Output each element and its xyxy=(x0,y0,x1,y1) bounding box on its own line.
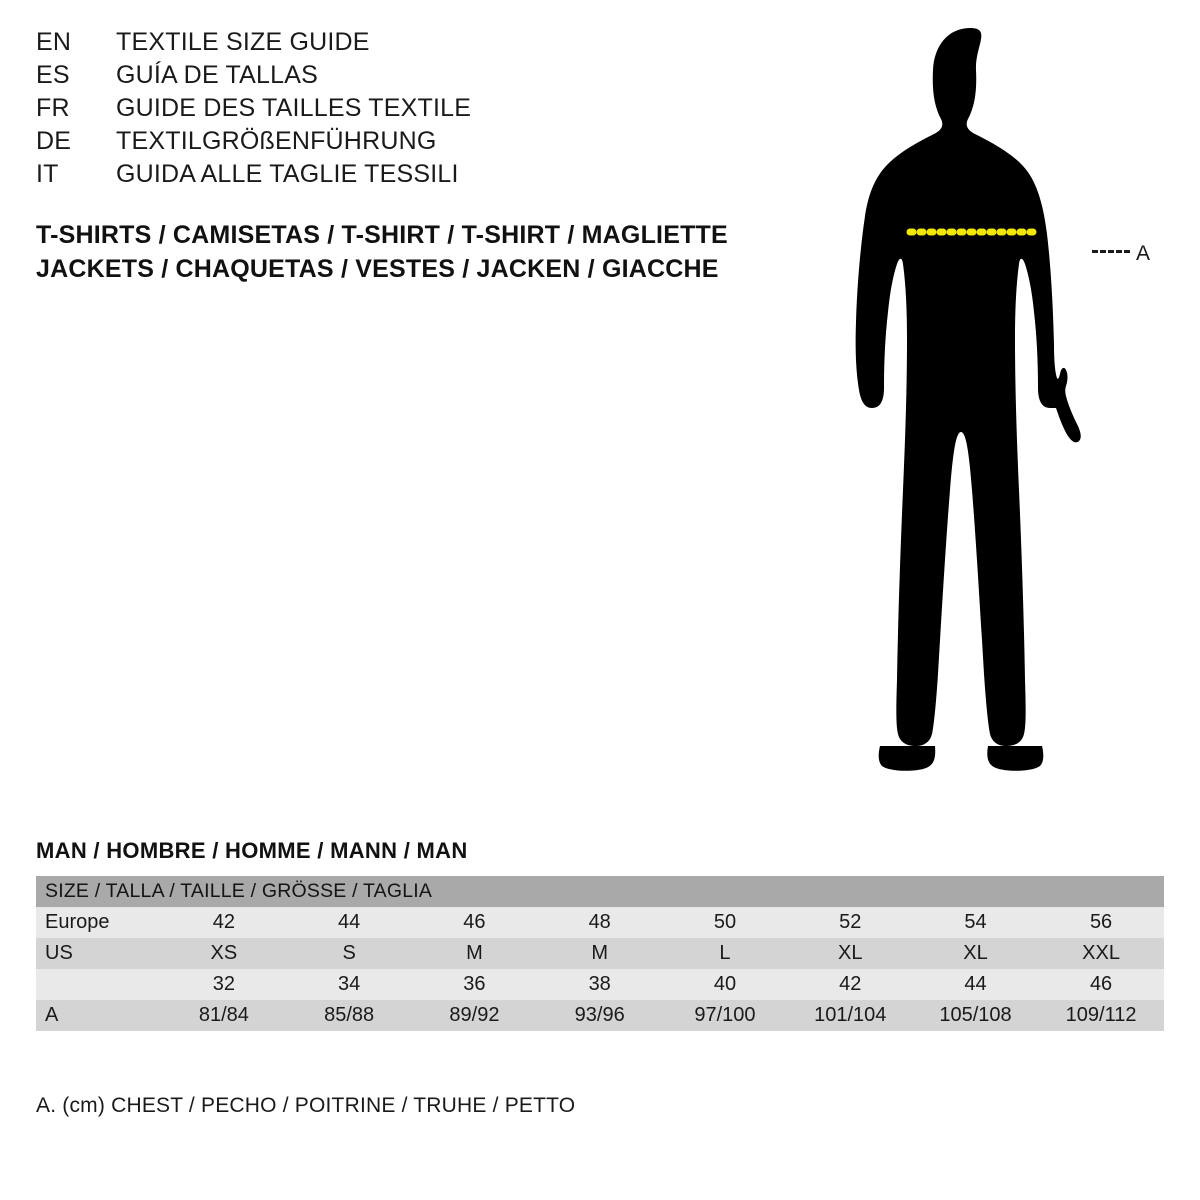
cell-value: 52 xyxy=(788,907,913,938)
garment-line-jackets: JACKETS / CHAQUETAS / VESTES / JACKEN / GIACCHE xyxy=(36,255,719,283)
row-label xyxy=(36,969,161,1000)
garment-type-list xyxy=(36,218,796,286)
cell-value: S xyxy=(287,938,412,969)
cell-value: 44 xyxy=(287,907,412,938)
cell-value: 48 xyxy=(537,907,662,938)
row-label: Europe xyxy=(36,907,161,938)
cell-value: 109/112 xyxy=(1038,1000,1164,1031)
cell-value: 32 xyxy=(161,969,286,1000)
language-code: IT xyxy=(36,160,59,188)
table-row xyxy=(36,907,1164,938)
language-title: TEXTILGRÖßENFÜHRUNG xyxy=(116,127,437,155)
cell-value: 36 xyxy=(412,969,537,1000)
cell-value: 105/108 xyxy=(913,1000,1038,1031)
language-row xyxy=(36,127,736,160)
cell-value: 50 xyxy=(662,907,787,938)
cell-value: 38 xyxy=(537,969,662,1000)
size-table-section xyxy=(36,838,1164,1031)
table-row xyxy=(36,1000,1164,1031)
size-table xyxy=(36,876,1164,1031)
language-title: GUÍA DE TALLAS xyxy=(116,61,318,89)
cell-value: L xyxy=(662,938,787,969)
cell-value: 46 xyxy=(1038,969,1164,1000)
cell-value: 42 xyxy=(788,969,913,1000)
language-title: GUIDE DES TAILLES TEXTILE xyxy=(116,94,472,122)
footnote-chest-measure: A. (cm) CHEST / PECHO / POITRINE / TRUHE / PETTO xyxy=(36,1094,576,1117)
row-label: A xyxy=(36,1000,161,1031)
body-silhouette-figure xyxy=(820,20,1180,780)
cell-value: 34 xyxy=(287,969,412,1000)
cell-value: 93/96 xyxy=(537,1000,662,1031)
language-row xyxy=(36,94,736,127)
cell-value: XXL xyxy=(1038,938,1164,969)
table-header-label: SIZE / TALLA / TAILLE / GRÖSSE / TAGLIA xyxy=(36,876,1164,907)
language-code: DE xyxy=(36,127,72,155)
table-header-row xyxy=(36,876,1164,907)
cell-value: 40 xyxy=(662,969,787,1000)
cell-value: 101/104 xyxy=(788,1000,913,1031)
cell-value: M xyxy=(537,938,662,969)
measure-label-a: A xyxy=(1136,242,1151,265)
language-row xyxy=(36,61,736,94)
cell-value: 97/100 xyxy=(662,1000,787,1031)
row-label: US xyxy=(36,938,161,969)
cell-value: 89/92 xyxy=(412,1000,537,1031)
cell-value: 85/88 xyxy=(287,1000,412,1031)
cell-value: M xyxy=(412,938,537,969)
language-code: EN xyxy=(36,28,72,56)
table-row xyxy=(36,969,1164,1000)
cell-value: XL xyxy=(788,938,913,969)
cell-value: 46 xyxy=(412,907,537,938)
language-code: ES xyxy=(36,61,70,89)
language-row xyxy=(36,28,736,61)
table-caption-man: MAN / HOMBRE / HOMME / MANN / MAN xyxy=(36,838,468,863)
measure-leader-line xyxy=(1092,250,1130,253)
cell-value: 54 xyxy=(913,907,1038,938)
male-silhouette-icon xyxy=(820,20,1180,780)
cell-value: 42 xyxy=(161,907,286,938)
cell-value: 81/84 xyxy=(161,1000,286,1031)
cell-value: XS xyxy=(161,938,286,969)
language-code: FR xyxy=(36,94,70,122)
language-row xyxy=(36,160,736,193)
garment-line-tshirts: T-SHIRTS / CAMISETAS / T-SHIRT / T-SHIRT / MAGLIETTE xyxy=(36,221,728,249)
cell-value: 56 xyxy=(1038,907,1164,938)
cell-value: 44 xyxy=(913,969,1038,1000)
language-title-list xyxy=(36,28,736,193)
language-title: GUIDA ALLE TAGLIE TESSILI xyxy=(116,160,459,188)
language-title: TEXTILE SIZE GUIDE xyxy=(116,28,370,56)
table-row xyxy=(36,938,1164,969)
cell-value: XL xyxy=(913,938,1038,969)
